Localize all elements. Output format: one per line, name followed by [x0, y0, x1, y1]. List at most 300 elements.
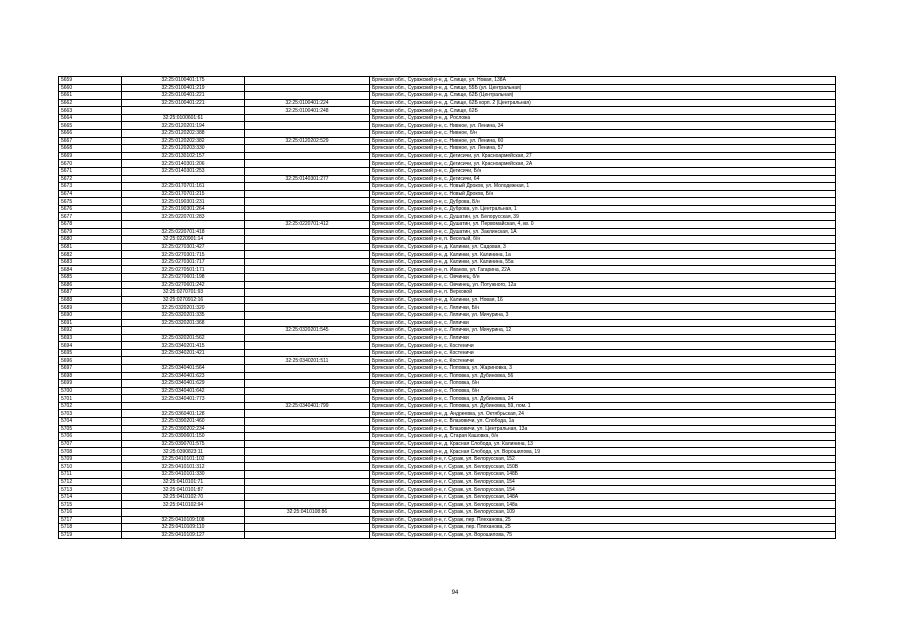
row-number-cell: 5670 — [59, 160, 122, 168]
cadastral-number-cell: 32:25:0410109:108 — [122, 516, 245, 524]
table-row — [59, 236, 836, 244]
row-number-cell: 5669 — [59, 152, 122, 160]
cadastral-number-cell: 32:25:0340401:623 — [122, 372, 245, 380]
cadastral-number-cell — [122, 220, 245, 228]
table-row — [59, 486, 836, 494]
related-cadastral-number-cell — [245, 478, 370, 486]
cadastral-number-cell: 32:25:0410101:71 — [122, 478, 245, 486]
related-cadastral-number-cell — [245, 205, 370, 213]
table-row — [59, 349, 836, 357]
cadastral-number-cell: 32:25:0270301:717 — [122, 258, 245, 266]
cadastral-number-cell: 32:25:0140301:253 — [122, 167, 245, 175]
address-cell: Брянская обл., Суражский р-н, д. Слище, 62Б (Центральная) — [370, 92, 836, 100]
cadastral-number-cell: 32:25:0270601:242 — [122, 281, 245, 289]
row-number-cell: 5703 — [59, 410, 122, 418]
table-row — [59, 274, 836, 282]
row-number-cell: 5682 — [59, 251, 122, 259]
related-cadastral-number-cell — [245, 395, 370, 403]
row-number-cell: 5693 — [59, 334, 122, 342]
table-row — [59, 84, 836, 92]
row-number-cell: 5667 — [59, 137, 122, 145]
related-cadastral-number-cell — [245, 130, 370, 138]
registry-table-body — [59, 77, 836, 539]
cadastral-number-cell: 32:25:0340401:564 — [122, 364, 245, 372]
cadastral-number-cell: 32:25:0340201:421 — [122, 349, 245, 357]
table-row — [59, 493, 836, 501]
related-cadastral-number-cell — [245, 183, 370, 191]
table-row — [59, 380, 836, 388]
table-row — [59, 107, 836, 115]
row-number-cell: 5687 — [59, 289, 122, 297]
cadastral-number-cell: 32:25:0410102:70 — [122, 493, 245, 501]
table-row — [59, 160, 836, 168]
cadastral-number-cell: 32:25:0270301:427 — [122, 243, 245, 251]
related-cadastral-number-cell — [245, 448, 370, 456]
related-cadastral-number-cell — [245, 274, 370, 282]
address-cell: Брянская обл., Суражский р-н, г. Сураж, ул. Белорусская, 148А — [370, 493, 836, 501]
related-cadastral-number-cell — [245, 251, 370, 259]
table-row — [59, 304, 836, 312]
address-cell: Брянская обл., Суражский р-н, г. Сураж, ул. Белорусская, 148Б — [370, 471, 836, 479]
table-row — [59, 99, 836, 107]
cadastral-number-cell: 32:25:0340401:642 — [122, 387, 245, 395]
table-row — [59, 402, 836, 410]
row-number-cell: 5668 — [59, 145, 122, 153]
table-row — [59, 364, 836, 372]
related-cadastral-number-cell — [245, 152, 370, 160]
address-cell: Брянская обл., Суражский р-н, д. Слище, 55Б (ул. Центральная) — [370, 84, 836, 92]
table-row — [59, 152, 836, 160]
address-cell: Брянская обл., Суражский р-н, п. Верховой — [370, 289, 836, 297]
address-cell: Брянская обл., Суражский р-н, с. Новый Дроков, Б/н — [370, 190, 836, 198]
address-cell: Брянская обл., Суражский р-н, с. Поповка, б/н — [370, 380, 836, 388]
table-row — [59, 92, 836, 100]
row-number-cell: 5685 — [59, 274, 122, 282]
cadastral-number-cell: 32:25:0220901:14 — [122, 236, 245, 244]
cadastral-number-cell: 32:25:0320201:320 — [122, 304, 245, 312]
address-cell: Брянская обл., Суражский р-н, с. Нивное, б/н — [370, 130, 836, 138]
table-row — [59, 77, 836, 85]
address-cell: Брянская обл., Суражский р-н, с. Душатин, ул. Первомайская, 4, кв. 0 — [370, 220, 836, 228]
table-row — [59, 145, 836, 153]
address-cell: Брянская обл., Суражский р-н, с. Лялички — [370, 319, 836, 327]
cadastral-number-cell: 32:25:0390202:234 — [122, 425, 245, 433]
related-cadastral-number-cell — [245, 304, 370, 312]
related-cadastral-number-cell — [245, 486, 370, 494]
cadastral-number-cell: 32:25:0100401:219 — [122, 84, 245, 92]
row-number-cell: 5679 — [59, 228, 122, 236]
row-number-cell: 5700 — [59, 387, 122, 395]
row-number-cell: 5676 — [59, 205, 122, 213]
row-number-cell: 5698 — [59, 372, 122, 380]
cadastral-number-cell: 32:25:0410109:110 — [122, 524, 245, 532]
related-cadastral-number-cell — [245, 493, 370, 501]
row-number-cell: 5662 — [59, 99, 122, 107]
table-row — [59, 122, 836, 130]
cadastral-number-cell — [122, 175, 245, 183]
cadastral-number-cell: 32:25:0390201:460 — [122, 418, 245, 426]
address-cell: Брянская обл., Суражский р-н, д. Слище, 62Б — [370, 107, 836, 115]
cadastral-number-cell: 32:25:0390601:150 — [122, 433, 245, 441]
table-row — [59, 281, 836, 289]
related-cadastral-number-cell — [245, 145, 370, 153]
related-cadastral-number-cell — [245, 84, 370, 92]
table-row — [59, 167, 836, 175]
row-number-cell: 5695 — [59, 349, 122, 357]
cadastral-number-cell: 32:25:0390823:11 — [122, 448, 245, 456]
row-number-cell: 5677 — [59, 213, 122, 221]
related-cadastral-number-cell — [245, 236, 370, 244]
cadastral-number-cell: 32:25:0220701:418 — [122, 228, 245, 236]
table-row — [59, 433, 836, 441]
address-cell: Брянская обл., Суражский р-н, с. Душатин, ул. Белорусская, 39 — [370, 213, 836, 221]
address-cell: Брянская обл., Суражский р-н, г. Сураж, ул. Белорусская, 154 — [370, 478, 836, 486]
cadastral-number-cell: 32:25:0320201:562 — [122, 334, 245, 342]
address-cell: Брянская обл., Суражский р-н, г. Сураж, ул. Белорусская, 109 — [370, 508, 836, 516]
table-row — [59, 463, 836, 471]
related-cadastral-number-cell — [245, 266, 370, 274]
cadastral-number-cell: 32:25:0410101:102 — [122, 455, 245, 463]
address-cell: Брянская обл., Суражский р-н, г. Сураж, ул. Белорусская, 148а — [370, 501, 836, 509]
row-number-cell: 5690 — [59, 311, 122, 319]
address-cell: Брянская обл., Суражский р-н, с. Лялички, ул. Мичурина, 12 — [370, 327, 836, 335]
table-row — [59, 183, 836, 191]
cadastral-number-cell: 32:25:0190301:264 — [122, 205, 245, 213]
address-cell: Брянская обл., Суражский р-н, с. Костеничи — [370, 357, 836, 365]
related-cadastral-number-cell — [245, 440, 370, 448]
cadastral-number-cell: 32:25:0120202:388 — [122, 130, 245, 138]
address-cell: Брянская обл., Суражский р-н, г. Сураж, ул. Ворошилова, 75 — [370, 531, 836, 539]
row-number-cell: 5678 — [59, 220, 122, 228]
address-cell: Брянская обл., Суражский р-н, с. Нивное, ул. Ленина, 34 — [370, 122, 836, 130]
table-row — [59, 395, 836, 403]
address-cell: Брянская обл., Суражский р-н, с. Лялички, Б/н — [370, 304, 836, 312]
address-cell: Брянская обл., Суражский р-н, с. Костеничи — [370, 349, 836, 357]
row-number-cell: 5707 — [59, 440, 122, 448]
table-row — [59, 455, 836, 463]
related-cadastral-number-cell — [245, 167, 370, 175]
address-cell: Брянская обл., Суражский р-н, д. Красная Слобода, ул. Ворошилова, 19 — [370, 448, 836, 456]
related-cadastral-number-cell — [245, 524, 370, 532]
table-row — [59, 425, 836, 433]
table-row — [59, 220, 836, 228]
related-cadastral-number-cell — [245, 387, 370, 395]
row-number-cell: 5711 — [59, 471, 122, 479]
related-cadastral-number-cell — [245, 410, 370, 418]
table-row — [59, 243, 836, 251]
cadastral-number-cell — [122, 402, 245, 410]
table-row — [59, 524, 836, 532]
cadastral-number-cell: 32:25:0270301:715 — [122, 251, 245, 259]
related-cadastral-number-cell — [245, 311, 370, 319]
related-cadastral-number-cell — [245, 289, 370, 297]
row-number-cell: 5689 — [59, 304, 122, 312]
related-cadastral-number-cell: 32:25:0340201:511 — [245, 357, 370, 365]
address-cell: Брянская обл., Суражский р-н, д. Андреевка, ул. Октябрьская, 24 — [370, 410, 836, 418]
address-cell: Брянская обл., Суражский р-н, г. Сураж, ул. Белорусская, 152 — [370, 455, 836, 463]
address-cell: Брянская обл., Суражский р-н, с. Лялички — [370, 334, 836, 342]
cadastral-number-cell: 32:25:0410101:87 — [122, 486, 245, 494]
table-row — [59, 251, 836, 259]
address-cell: Брянская обл., Суражский р-н, с. Лялички, ул. Мичурина, 3 — [370, 311, 836, 319]
table-row — [59, 448, 836, 456]
address-cell: Брянская обл., Суражский р-н, с. Дегисичи, ул. Красноармейская, 27 — [370, 152, 836, 160]
cadastral-number-cell: 32:25:0320201:368 — [122, 319, 245, 327]
row-number-cell: 5713 — [59, 486, 122, 494]
related-cadastral-number-cell: 32:25:0320201:545 — [245, 327, 370, 335]
address-cell: Брянская обл., Суражский р-н, с. Новый Дроков, ул. Молодежная, 1 — [370, 183, 836, 191]
cadastral-number-cell: 32:25:0410102:94 — [122, 501, 245, 509]
cadastral-number-cell: 32:25:0270912:16 — [122, 296, 245, 304]
cadastral-number-cell: 32:25:0100401:221 — [122, 99, 245, 107]
address-cell: Брянская обл., Суражский р-н, с. Нивное, ул. Ленина, 57 — [370, 145, 836, 153]
row-number-cell: 5708 — [59, 448, 122, 456]
address-cell: Брянская обл., Суражский р-н, д. Красная Слобода, ул. Калинина, 13 — [370, 440, 836, 448]
cadastral-number-cell: 32:25:0120203:330 — [122, 145, 245, 153]
table-row — [59, 114, 836, 122]
table-row — [59, 531, 836, 539]
cadastral-number-cell: 32:25:0170701:215 — [122, 190, 245, 198]
related-cadastral-number-cell: 32:25:0100401:224 — [245, 99, 370, 107]
related-cadastral-number-cell — [245, 228, 370, 236]
related-cadastral-number-cell — [245, 92, 370, 100]
cadastral-number-cell: 32:25:0270601:198 — [122, 274, 245, 282]
table-row — [59, 478, 836, 486]
address-cell: Брянская обл., Суражский р-н, д. Слище, ул. Новая, 138А — [370, 77, 836, 85]
address-cell: Брянская обл., Суражский р-н, с. Дуброва, Б/н — [370, 198, 836, 206]
cadastral-number-cell — [122, 357, 245, 365]
row-number-cell: 5671 — [59, 167, 122, 175]
table-row — [59, 410, 836, 418]
cadastral-number-cell: 32:25:0190301:231 — [122, 198, 245, 206]
related-cadastral-number-cell — [245, 213, 370, 221]
cadastral-number-cell: 32:25:0410101:330 — [122, 471, 245, 479]
table-row — [59, 266, 836, 274]
cadastral-number-cell — [122, 508, 245, 516]
table-row — [59, 508, 836, 516]
table-row — [59, 342, 836, 350]
related-cadastral-number-cell — [245, 463, 370, 471]
cadastral-number-cell: 32:25:0100401:175 — [122, 77, 245, 85]
cadastral-number-cell: 32:25:0220701:283 — [122, 213, 245, 221]
related-cadastral-number-cell — [245, 531, 370, 539]
table-row — [59, 296, 836, 304]
address-cell: Брянская обл., Суражский р-н, с. Дегисичи, ул. Красноармейская, 2А — [370, 160, 836, 168]
registry-table — [58, 76, 836, 539]
table-row — [59, 334, 836, 342]
address-cell: Брянская обл., Суражский р-н, с. Поповка, ул. Дубиновка, 56 — [370, 372, 836, 380]
table-row — [59, 357, 836, 365]
related-cadastral-number-cell — [245, 243, 370, 251]
related-cadastral-number-cell — [245, 516, 370, 524]
cadastral-number-cell: 32:25:0140301:206 — [122, 160, 245, 168]
address-cell: Брянская обл., Суражский р-н, д. Калинки, ул. Садовая, 3 — [370, 243, 836, 251]
address-cell: Брянская обл., Суражский р-н, п. Иванов, ул. Гагарина, 22А — [370, 266, 836, 274]
address-cell: Брянская обл., Суражский р-н, с. Нивное, ул. Ленина, 60 — [370, 137, 836, 145]
row-number-cell: 5665 — [59, 122, 122, 130]
address-cell: Брянская обл., Суражский р-н, с. Дуброва, ул. Центральная, 1 — [370, 205, 836, 213]
row-number-cell: 5661 — [59, 92, 122, 100]
related-cadastral-number-cell — [245, 77, 370, 85]
address-cell: Брянская обл., Суражский р-н, с. Поповка, ул. Жариновка, 3 — [370, 364, 836, 372]
table-row — [59, 372, 836, 380]
cadastral-number-cell: 32:25:0120202:382 — [122, 137, 245, 145]
related-cadastral-number-cell: 32:25:0140301:277 — [245, 175, 370, 183]
row-number-cell: 5659 — [59, 77, 122, 85]
address-cell: Брянская обл., Суражский р-н, д. Слище, 62Б корп. 2 (Центральная) — [370, 99, 836, 107]
address-cell: Брянская обл., Суражский р-н, с. Дегисичи, Б/н — [370, 167, 836, 175]
related-cadastral-number-cell — [245, 364, 370, 372]
table-row — [59, 289, 836, 297]
table-row — [59, 501, 836, 509]
row-number-cell: 5683 — [59, 258, 122, 266]
row-number-cell: 5696 — [59, 357, 122, 365]
address-cell: Брянская обл., Суражский р-н, с. Душатин, ул. Заклинская, 1А — [370, 228, 836, 236]
row-number-cell: 5706 — [59, 433, 122, 441]
related-cadastral-number-cell — [245, 418, 370, 426]
cadastral-number-cell — [122, 107, 245, 115]
row-number-cell: 5701 — [59, 395, 122, 403]
row-number-cell: 5675 — [59, 198, 122, 206]
cadastral-number-cell: 32:25:0270701:93 — [122, 289, 245, 297]
row-number-cell: 5710 — [59, 463, 122, 471]
table-row — [59, 471, 836, 479]
row-number-cell: 5697 — [59, 364, 122, 372]
address-cell: Брянская обл., Суражский р-н, д. Старая Кашовка, б/н — [370, 433, 836, 441]
table-row — [59, 137, 836, 145]
cadastral-number-cell: 32:25:0120201:194 — [122, 122, 245, 130]
address-cell: Брянская обл., Суражский р-н, с. Дегисичи, 64 — [370, 175, 836, 183]
related-cadastral-number-cell: 32:25:0120202:529 — [245, 137, 370, 145]
address-cell: Брянская обл., Суражский р-н, г. Сураж, ул. Белорусская, 154 — [370, 486, 836, 494]
row-number-cell: 5716 — [59, 508, 122, 516]
cadastral-number-cell: 32:25:0360401:128 — [122, 410, 245, 418]
cadastral-number-cell: 32:25:0100401:221 — [122, 92, 245, 100]
table-row — [59, 258, 836, 266]
row-number-cell: 5680 — [59, 236, 122, 244]
row-number-cell: 5714 — [59, 493, 122, 501]
address-cell: Брянская обл., Суражский р-н, с. Поповка, ул. Дубиновка, 59, пом. 1 — [370, 402, 836, 410]
related-cadastral-number-cell — [245, 281, 370, 289]
related-cadastral-number-cell — [245, 433, 370, 441]
address-cell: Брянская обл., Суражский р-н, с. Поповка, ул. Дубиновка, 24 — [370, 395, 836, 403]
row-number-cell: 5681 — [59, 243, 122, 251]
related-cadastral-number-cell — [245, 160, 370, 168]
related-cadastral-number-cell — [245, 501, 370, 509]
table-row — [59, 175, 836, 183]
address-cell: Брянская обл., Суражский р-н, г. Сураж, ул. Белорусская, 150В — [370, 463, 836, 471]
cadastral-number-cell: 32:25:0320201:335 — [122, 311, 245, 319]
related-cadastral-number-cell: 32:25:0220701:412 — [245, 220, 370, 228]
address-cell: Брянская обл., Суражский р-н, д. Калинки, ул. Новая, 16 — [370, 296, 836, 304]
address-cell: Брянская обл., Суражский р-н, с. Овчинец, б/н — [370, 274, 836, 282]
row-number-cell: 5694 — [59, 342, 122, 350]
address-cell: Брянская обл., Суражский р-н, п. Веселый, б/н — [370, 236, 836, 244]
row-number-cell: 5715 — [59, 501, 122, 509]
address-cell: Брянская обл., Суражский р-н, д. Калинки, ул. Калинина, 55а — [370, 258, 836, 266]
cadastral-number-cell: 32:25:0410101:312 — [122, 463, 245, 471]
address-cell: Брянская обл., Суражский р-н, г. Сураж, пер. Плеханова, 25 — [370, 524, 836, 532]
row-number-cell: 5699 — [59, 380, 122, 388]
related-cadastral-number-cell — [245, 296, 370, 304]
row-number-cell: 5719 — [59, 531, 122, 539]
row-number-cell: 5709 — [59, 455, 122, 463]
address-cell: Брянская обл., Суражский р-н, с. Влазовичи, ул. Центральная, 13а — [370, 425, 836, 433]
row-number-cell: 5688 — [59, 296, 122, 304]
row-number-cell: 5718 — [59, 524, 122, 532]
related-cadastral-number-cell — [245, 258, 370, 266]
related-cadastral-number-cell — [245, 380, 370, 388]
table-row — [59, 319, 836, 327]
row-number-cell: 5672 — [59, 175, 122, 183]
related-cadastral-number-cell — [245, 198, 370, 206]
table-row — [59, 205, 836, 213]
row-number-cell: 5717 — [59, 516, 122, 524]
row-number-cell: 5691 — [59, 319, 122, 327]
related-cadastral-number-cell — [245, 114, 370, 122]
table-row — [59, 327, 836, 335]
related-cadastral-number-cell — [245, 471, 370, 479]
row-number-cell: 5702 — [59, 402, 122, 410]
table-row — [59, 311, 836, 319]
cadastral-number-cell: 32:25:0340401:773 — [122, 395, 245, 403]
table-row — [59, 228, 836, 236]
row-number-cell: 5674 — [59, 190, 122, 198]
address-cell: Брянская обл., Суражский р-н, с. Костеничи — [370, 342, 836, 350]
related-cadastral-number-cell — [245, 334, 370, 342]
table-row — [59, 190, 836, 198]
row-number-cell: 5686 — [59, 281, 122, 289]
cadastral-number-cell: 32:25:0340401:629 — [122, 380, 245, 388]
cadastral-number-cell: 32:25:0410109:127 — [122, 531, 245, 539]
cadastral-number-cell: 32:25:0340201:415 — [122, 342, 245, 350]
table-row — [59, 440, 836, 448]
row-number-cell: 5664 — [59, 114, 122, 122]
related-cadastral-number-cell — [245, 455, 370, 463]
related-cadastral-number-cell — [245, 342, 370, 350]
row-number-cell: 5663 — [59, 107, 122, 115]
related-cadastral-number-cell: 32:25:0340401:799 — [245, 402, 370, 410]
address-cell: Брянская обл., Суражский р-н, с. Влазовичи, ул. Слобода, 1а — [370, 418, 836, 426]
related-cadastral-number-cell: 32:25:0100401:248 — [245, 107, 370, 115]
page-number: 94 — [451, 590, 459, 596]
cadastral-number-cell: 32:25:0390701:575 — [122, 440, 245, 448]
row-number-cell: 5660 — [59, 84, 122, 92]
row-number-cell: 5712 — [59, 478, 122, 486]
row-number-cell: 5684 — [59, 266, 122, 274]
row-number-cell: 5673 — [59, 183, 122, 191]
table-row — [59, 418, 836, 426]
cadastral-number-cell: 32:25:0130102:157 — [122, 152, 245, 160]
table-row — [59, 198, 836, 206]
table-row — [59, 213, 836, 221]
cadastral-number-cell — [122, 327, 245, 335]
address-cell: Брянская обл., Суражский р-н, д. Калинки, ул. Калинина, 1а — [370, 251, 836, 259]
related-cadastral-number-cell — [245, 349, 370, 357]
address-cell: Брянская обл., Суражский р-н, г. Сураж, пер. Плеханова, 25 — [370, 516, 836, 524]
related-cadastral-number-cell — [245, 190, 370, 198]
cadastral-number-cell: 32:25:0270501:171 — [122, 266, 245, 274]
row-number-cell: 5666 — [59, 130, 122, 138]
row-number-cell: 5705 — [59, 425, 122, 433]
address-cell: Брянская обл., Суражский р-н, д. Росложа — [370, 114, 836, 122]
related-cadastral-number-cell — [245, 319, 370, 327]
related-cadastral-number-cell — [245, 372, 370, 380]
row-number-cell: 5692 — [59, 327, 122, 335]
table-row — [59, 516, 836, 524]
table-row — [59, 130, 836, 138]
related-cadastral-number-cell — [245, 425, 370, 433]
